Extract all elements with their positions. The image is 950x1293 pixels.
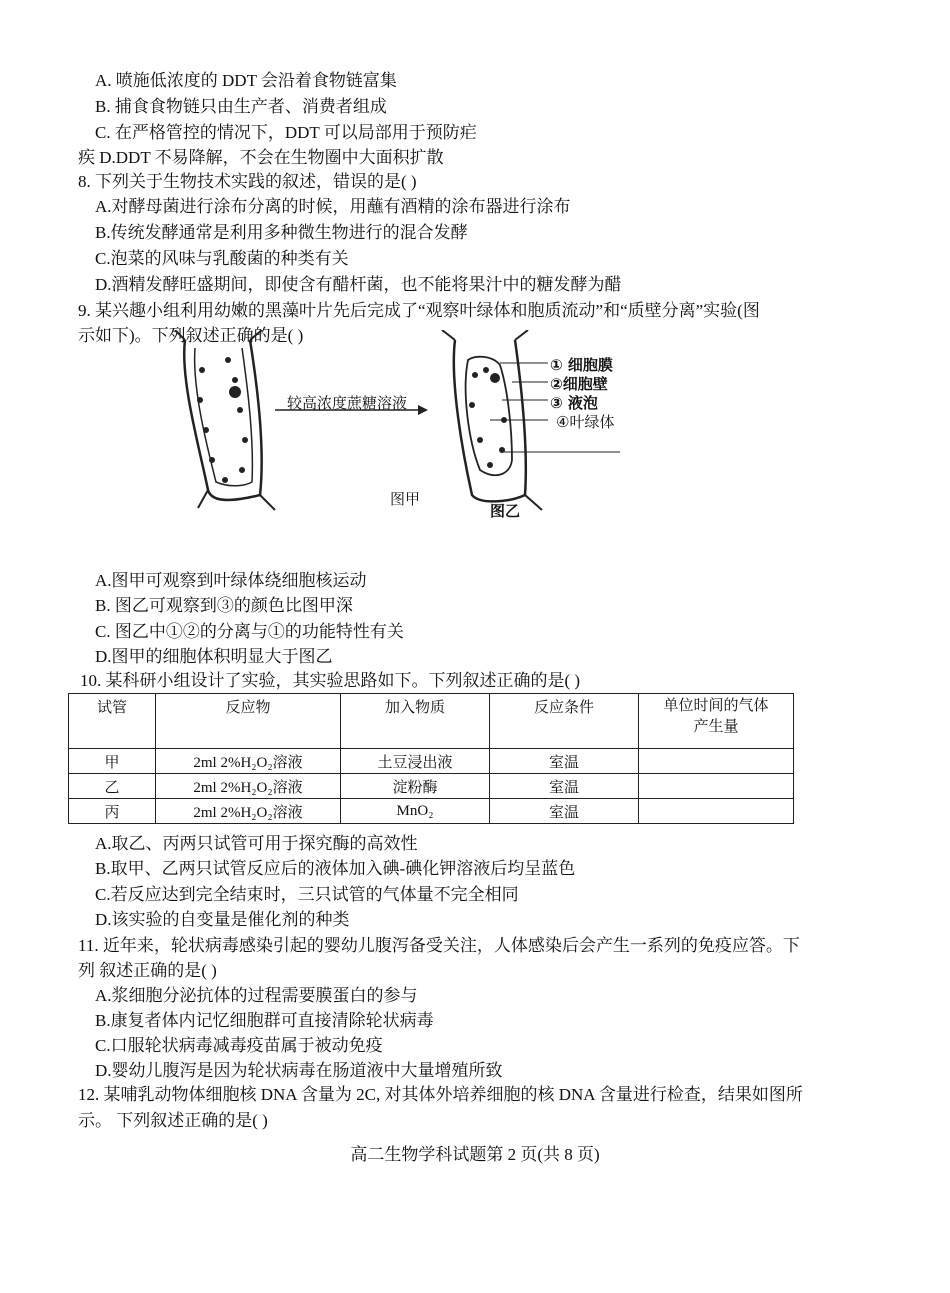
cell-tube: 丙 (69, 799, 156, 824)
cell-added: 土豆浸出液 (341, 749, 490, 774)
table-header-row (69, 694, 794, 749)
header-condition: 反应条件 (490, 694, 639, 749)
q8-option-c: C.泡菜的风味与乳酸菌的种类有关 (95, 249, 349, 268)
cell-condition: 室温 (490, 799, 639, 824)
q9-stem-line2: 示如下)。下列叙述正确的是( ) (78, 326, 304, 345)
q7-option-a: A. 喷施低浓度的 DDT 会沿着食物链富集 (95, 71, 397, 90)
q11-stem-line1: 11. 近年来，轮状病毒感染引起的婴幼儿腹泻备受关注，人体感染后会产生一系列的免疫应答。下 (78, 936, 800, 955)
q7-option-b: B. 捕食食物链只由生产者、消费者组成 (95, 97, 387, 116)
q9-option-b: B. 图乙可观察到③的颜色比图甲深 (95, 596, 353, 615)
q9-option-a: A.图甲可观察到叶绿体绕细胞核运动 (95, 571, 367, 590)
callout-chloroplast: ④叶绿体 (556, 413, 615, 431)
cell-added: MnO₂ (341, 799, 490, 824)
cell-gas (639, 749, 794, 774)
arrow-label: 较高浓度蔗糖溶液 (287, 396, 408, 412)
q9-stem-line1: 9. 某兴趣小组利用幼嫩的黑藻叶片先后完成了“观察叶绿体和胞质流动”和“质壁分离”实验(图 (78, 301, 760, 320)
q11-option-c: C.口服轮状病毒减毒疫苗属于被动免疫 (95, 1036, 383, 1055)
cell-reactant: 2ml 2%H₂O₂溶液 (156, 749, 341, 774)
header-gas: 单位时间的气体 产生量 (639, 694, 794, 749)
cell-reactant: 2ml 2%H₂O₂溶液 (156, 799, 341, 824)
header-reactant: 反应物 (156, 694, 341, 749)
cell-tube: 乙 (69, 774, 156, 799)
q11-option-a: A.浆细胞分泌抗体的过程需要膜蛋白的参与 (95, 986, 418, 1005)
table-row (69, 799, 794, 824)
callout-membrane: ① 细胞膜 (550, 356, 613, 374)
q10-option-d: D.该实验的自变量是催化剂的种类 (95, 910, 350, 929)
q8-stem: 8. 下列关于生物技术实践的叙述，错误的是( ) (78, 172, 417, 191)
cell-gas (639, 774, 794, 799)
q11-option-d: D.婴幼儿腹泻是因为轮状病毒在肠道液中大量增殖所致 (95, 1061, 503, 1080)
cell-gas (639, 799, 794, 824)
callout-vacuole: ③ 液泡 (550, 394, 598, 412)
table-row (69, 749, 794, 774)
figure-label-jia: 图甲 (390, 492, 421, 508)
q10-stem: 10. 某科研小组设计了实验，其实验思路如下。下列叙述正确的是( ) (80, 671, 581, 690)
q8-option-a: A.对酵母菌进行涂布分离的时候，用蘸有酒精的涂布器进行涂布 (95, 197, 571, 216)
cell-condition: 室温 (490, 749, 639, 774)
q8-option-b: B.传统发酵通常是利用多种微生物进行的混合发酵 (95, 223, 468, 242)
q11-option-b: B.康复者体内记忆细胞群可直接清除轮状病毒 (95, 1011, 434, 1030)
cell-added: 淀粉酶 (341, 774, 490, 799)
q10-option-c: C.若反应达到完全结束时，三只试管的气体量不完全相同 (95, 885, 519, 904)
header-tube: 试管 (69, 694, 156, 749)
q12-stem-line1: 12. 某哺乳动物体细胞核 DNA 含量为 2C, 对其体外培养细胞的核 DNA 含量进行检查，结果如图所 (78, 1085, 803, 1104)
cell-condition: 室温 (490, 774, 639, 799)
cell-reactant: 2ml 2%H₂O₂溶液 (156, 774, 341, 799)
q10-option-a: A.取乙、丙两只试管可用于探究酶的高效性 (95, 834, 418, 853)
cell-tube: 甲 (69, 749, 156, 774)
figure-label-yi: 图乙 (490, 502, 521, 520)
table-row (69, 774, 794, 799)
experiment-table (68, 693, 794, 824)
q9-option-d: D.图甲的细胞体积明显大于图乙 (95, 647, 333, 666)
q7-option-c: C. 在严格管控的情况下，DDT 可以局部用于预防疟 (95, 123, 477, 142)
q10-option-b: B.取甲、乙两只试管反应后的液体加入碘-碘化钾溶液后均呈蓝色 (95, 859, 576, 878)
callout-wall: ②细胞壁 (550, 375, 608, 393)
q9-option-c: C. 图乙中①②的分离与①的功能特性有关 (95, 622, 404, 641)
q7-option-d: 疾 D.DDT 不易降解，不会在生物圈中大面积扩散 (78, 148, 444, 167)
header-added: 加入物质 (341, 694, 490, 749)
page-footer: 高二生物学科试题第 2 页(共 8 页) (350, 1145, 600, 1164)
q12-stem-line2: 示。 下列叙述正确的是( ) (78, 1111, 268, 1130)
q11-stem-line2: 列 叙述正确的是( ) (78, 961, 217, 980)
cell-jia-chloroplasts (197, 357, 248, 483)
q8-option-d: D.酒精发酵旺盛期间，即使含有醋杆菌，也不能将果汁中的糖发酵为醋 (95, 275, 622, 294)
